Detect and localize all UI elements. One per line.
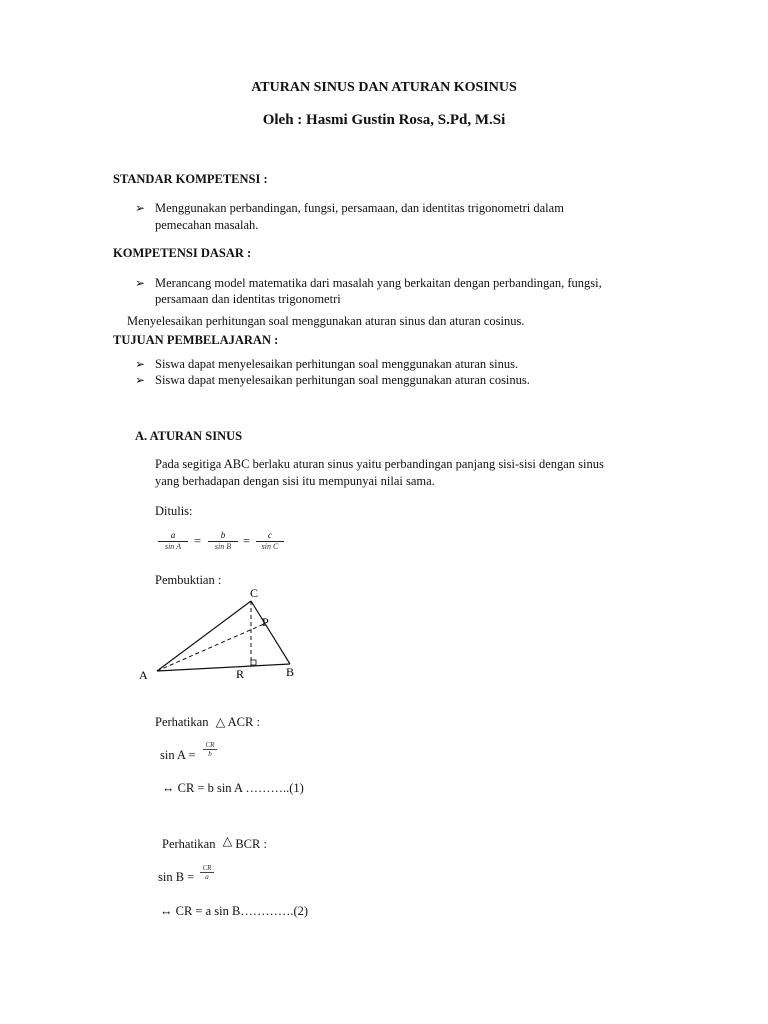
vertex-label-c: C xyxy=(250,586,259,600)
formula-c-numerator: c xyxy=(268,530,272,540)
sin-b-fraction xyxy=(200,864,214,881)
bullet-arrow-icon: ➢ xyxy=(135,201,146,215)
section-a-heading: A. ATURAN SINUS xyxy=(135,429,243,443)
formula-equals-2: = xyxy=(243,534,251,548)
equation-1: ↔ CR = b sin A ………..(1) xyxy=(162,781,304,795)
kompetensi-dasar-item-line2: persamaan dan identitas trigonometri xyxy=(155,292,341,306)
formula-equals-1: = xyxy=(194,534,202,548)
standar-kompetensi-heading: STANDAR KOMPETENSI : xyxy=(113,172,268,186)
perhatikan-label: Perhatikan xyxy=(155,715,209,729)
acr-label: ACR : xyxy=(227,715,260,729)
sin-b-prefix: sin B = xyxy=(158,870,195,884)
formula-c-denominator: sin C xyxy=(261,542,279,551)
right-angle-marker xyxy=(251,660,256,665)
vertex-label-r: R xyxy=(236,667,245,681)
triangle-diagram xyxy=(130,582,310,684)
formula-fraction-a xyxy=(158,530,188,552)
perhatikan-bcr-line xyxy=(162,836,267,852)
side-cb xyxy=(251,601,290,664)
vertex-label-b: B xyxy=(286,665,295,679)
standar-kompetensi-item-line2: pemecahan masalah. xyxy=(155,218,259,232)
triangle-icon: △ xyxy=(222,834,233,848)
standar-kompetensi-item-line1: Menggunakan perbandingan, fungsi, persamaan, dan identitas trigonometri dalam xyxy=(155,201,564,215)
sin-a-prefix: sin A = xyxy=(160,748,196,762)
kompetensi-dasar-heading: KOMPETENSI DASAR : xyxy=(113,246,252,260)
tujuan-heading: TUJUAN PEMBELAJARAN : xyxy=(113,333,279,347)
kompetensi-dasar-item-line1: Merancang model matematika dari masalah yang berkaitan dengan perbandingan, fungsi, xyxy=(155,276,602,290)
side-ab xyxy=(157,664,290,671)
formula-fraction-b xyxy=(208,530,238,552)
ditulis-label: Ditulis: xyxy=(155,504,193,518)
tujuan-item-1: Siswa dapat menyelesaikan perhitungan soal menggunakan aturan sinus. xyxy=(155,357,519,371)
perhatikan-acr-line xyxy=(155,714,260,730)
document-author: Oleh : Hasmi Gustin Rosa, S.Pd, M.Si xyxy=(262,112,506,128)
sin-b-numerator: CR xyxy=(202,864,212,872)
bullet-arrow-icon: ➢ xyxy=(135,373,146,387)
vertex-label-a: A xyxy=(139,668,148,682)
formula-a-denominator: sin A xyxy=(164,542,182,551)
bullet-arrow-icon: ➢ xyxy=(135,276,146,290)
kompetensi-dasar-extra: Menyelesaikan perhitungan soal menggunakan aturan sinus dan aturan cosinus. xyxy=(127,314,525,328)
vertex-label-p: P xyxy=(262,615,269,629)
triangle-icon: △ xyxy=(215,715,226,729)
sin-a-numerator: CR xyxy=(205,741,215,749)
bullet-arrow-icon: ➢ xyxy=(135,357,146,371)
equation-2: ↔ CR = a sin B………….(2) xyxy=(160,904,309,918)
document-title: ATURAN SINUS DAN ATURAN KOSINUS xyxy=(251,80,517,95)
formula-fraction-c xyxy=(256,530,284,552)
sin-a-denominator: b xyxy=(208,750,212,758)
tujuan-item-2: Siswa dapat menyelesaikan perhitungan soal menggunakan aturan cosinus. xyxy=(155,373,530,387)
formula-b-numerator: b xyxy=(220,530,226,540)
perhatikan-label: Perhatikan xyxy=(162,837,216,851)
formula-b-denominator: sin B xyxy=(214,542,232,551)
formula-a-numerator: a xyxy=(170,530,176,540)
sin-a-fraction xyxy=(203,741,217,758)
section-a-paragraph-line1: Pada segitiga ABC berlaku aturan sinus yaitu perbandingan panjang sisi-sisi dengan sinus xyxy=(155,457,604,471)
pembuktian-label: Pembuktian : xyxy=(155,573,222,587)
sin-b-denominator: a xyxy=(205,873,209,881)
bcr-label: BCR : xyxy=(235,837,267,851)
section-a-paragraph-line2: yang berhadapan dengan sisi itu mempunyai nilai sama. xyxy=(155,474,435,488)
